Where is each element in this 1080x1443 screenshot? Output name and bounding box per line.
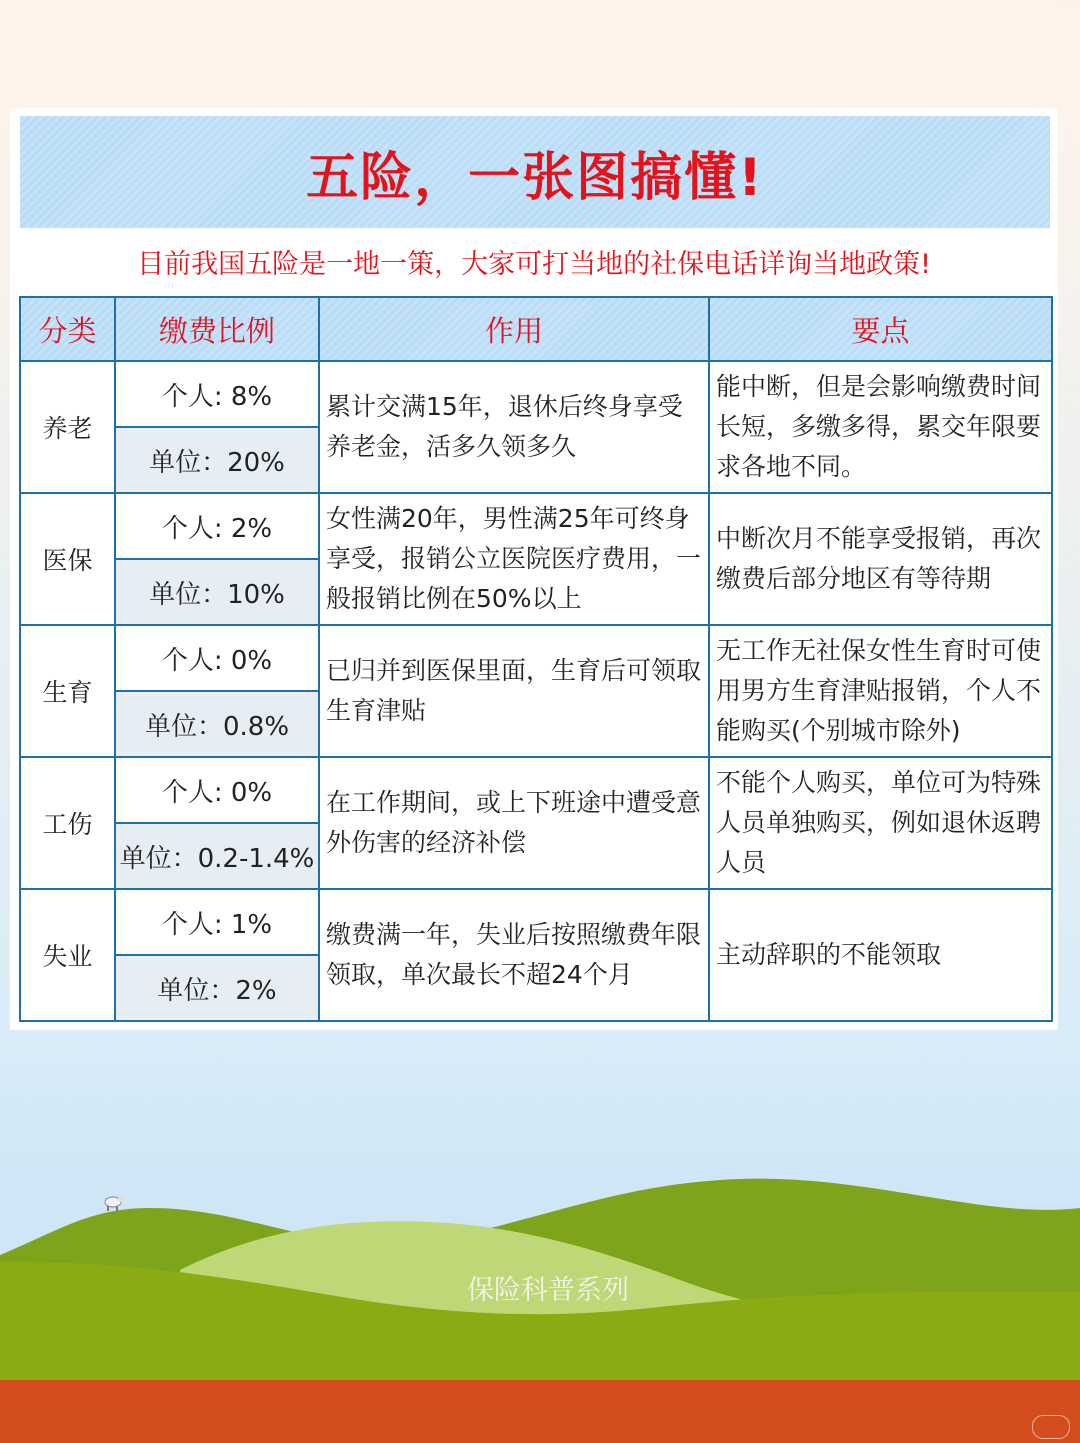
table-row [20, 625, 1052, 691]
personal-rate-cell: 个人: 0% [115, 625, 319, 691]
function-cell: 女性满20年，男性满25年可终身享受，报销公立医院医疗费用，一般报销比例在50%以上 [319, 493, 709, 625]
page-title: 五险，一张图搞懂! [306, 147, 764, 208]
function-cell: 累计交满15年，退休后终身享受养老金，活多久领多久 [319, 361, 709, 493]
header-key-points: 要点 [709, 297, 1052, 361]
employer-rate-cell: 单位：20% [115, 427, 319, 493]
insurance-table [19, 296, 1053, 1022]
series-caption: 保险科普系列 [467, 1275, 629, 1306]
header-rate: 缴费比例 [115, 297, 319, 361]
header-function: 作用 [319, 297, 709, 361]
header-category: 分类 [20, 297, 115, 361]
category-cell: 养老 [20, 361, 115, 493]
watermark-badge-icon [1032, 1415, 1070, 1439]
function-cell: 在工作期间，或上下班途中遭受意外伤害的经济补偿 [319, 757, 709, 889]
table-header-row [20, 297, 1052, 361]
key-points-cell: 能中断，但是会影响缴费时间长短，多缴多得，累交年限要求各地不同。 [709, 361, 1052, 493]
employer-rate-cell: 单位：0.8% [115, 691, 319, 757]
top-background-strip [0, 0, 1058, 110]
function-cell: 已归并到医保里面，生育后可领取生育津贴 [319, 625, 709, 757]
category-cell: 失业 [20, 889, 115, 1021]
personal-rate-cell: 个人: 1% [115, 889, 319, 955]
hills-illustration [0, 1030, 1080, 1443]
table-row [20, 361, 1052, 427]
sheep-icon [105, 1196, 124, 1211]
policy-note: 目前我国五险是一地一策，大家可打当地的社保电话详询当地政策! [137, 249, 931, 280]
employer-rate-cell: 单位：10% [115, 559, 319, 625]
key-points-cell: 不能个人购买，单位可为特殊人员单独购买，例如退休返聘人员 [709, 757, 1052, 889]
key-points-cell: 无工作无社保女性生育时可使用男方生育津贴报销，个人不能购买(个别城市除外) [709, 625, 1052, 757]
category-cell: 生育 [20, 625, 115, 757]
key-points-cell: 主动辞职的不能领取 [709, 889, 1052, 1021]
ground-strip [0, 1380, 1080, 1443]
function-cell: 缴费满一年，失业后按照缴费年限领取，单次最长不超24个月 [319, 889, 709, 1021]
employer-rate-cell: 单位：0.2-1.4% [115, 823, 319, 889]
table-row [20, 493, 1052, 559]
table-row [20, 757, 1052, 823]
category-cell: 医保 [20, 493, 115, 625]
table-row [20, 889, 1052, 955]
title-banner [20, 116, 1050, 228]
category-cell: 工伤 [20, 757, 115, 889]
personal-rate-cell: 个人: 2% [115, 493, 319, 559]
employer-rate-cell: 单位：2% [115, 955, 319, 1021]
personal-rate-cell: 个人: 0% [115, 757, 319, 823]
content-card [10, 108, 1058, 1030]
personal-rate-cell: 个人: 8% [115, 361, 319, 427]
key-points-cell: 中断次月不能享受报销，再次缴费后部分地区有等待期 [709, 493, 1052, 625]
